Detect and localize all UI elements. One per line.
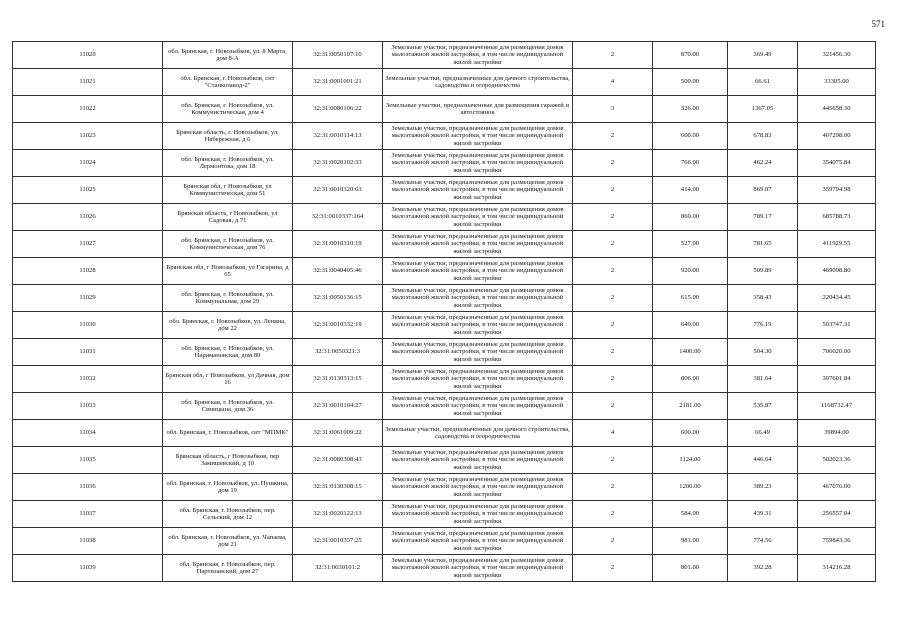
cell-cadastral-value: 503747.31 [798, 312, 876, 339]
cell-id: 11031 [13, 339, 163, 366]
cell-address: Брянская область, г. Новозыбков, ул. Набережная, д 6 [163, 123, 293, 150]
cell-group-code: 2 [573, 366, 653, 393]
cell-cadastral-number: 32:31:0061009:22 [293, 420, 383, 447]
cell-land-use-purpose: Земельные участки, предназначенные для размещения домов малоэтажной жилой застройки, в том числе индивидуальной жилой застройки [383, 258, 573, 285]
cell-specific-value: 869.07 [728, 177, 798, 204]
cell-id: 11020 [13, 42, 163, 69]
cell-cadastral-number: 32:31:0080308:43 [293, 447, 383, 474]
cell-address: обл. Брянская, г. Новозыбков, пер. Сельский, дом 12 [163, 501, 293, 528]
cell-land-use-purpose: Земельные участки, предназначенные для размещения домов малоэтажной жилой застройки, в том числе индивидуальной жилой застройки [383, 447, 573, 474]
cell-specific-value: 774.56 [728, 528, 798, 555]
cell-land-use-purpose: Земельные участки, предназначенные для размещения домов малоэтажной жилой застройки, в том числе индивидуальной жилой застройки [383, 501, 573, 528]
cell-group-code: 2 [573, 150, 653, 177]
cell-specific-value: 66.61 [728, 69, 798, 96]
cell-group-code: 2 [573, 258, 653, 285]
cell-cadastral-number: 32:31:0010320:63 [293, 177, 383, 204]
table-row [13, 69, 876, 96]
cell-address: обл. Брянская, г. Новозыбков, ул. Коммунистическая, дом 76 [163, 231, 293, 258]
cell-land-use-purpose: Земельные участки, предназначенные для размещения домов малоэтажной жилой застройки, в том числе индивидуальной жилой застройки [383, 339, 573, 366]
cell-group-code: 4 [573, 69, 653, 96]
table-row [13, 366, 876, 393]
cell-specific-value: 776.19 [728, 312, 798, 339]
cell-land-use-purpose: Земельные участки, предназначенные для дачного строительства, садоводства и огородничества [383, 69, 573, 96]
cell-address: Брянская обл, г Новозыбков, ул Коммунистическая, дом 51 [163, 177, 293, 204]
cell-id: 11032 [13, 366, 163, 393]
cell-land-use-purpose: Земельные участки, предназначенные для размещения домов малоэтажной жилой застройки, в том числе индивидуальной жилой застройки [383, 231, 573, 258]
cell-land-use-purpose: Земельные участки, предназначенные для размещения домов малоэтажной жилой застройки, в том числе индивидуальной жилой застройки [383, 474, 573, 501]
cell-address: обл. Брянская, г. Новозыбков, снт "Станкозавод-2" [163, 69, 293, 96]
cell-specific-value: 66.49 [728, 420, 798, 447]
cell-area: 869.00 [653, 204, 728, 231]
cell-group-code: 2 [573, 312, 653, 339]
cell-id: 11039 [13, 555, 163, 582]
page-number: 571 [871, 19, 885, 29]
table-row [13, 312, 876, 339]
cell-cadastral-value: 220434.45 [798, 285, 876, 312]
cell-address: обл. Брянская, г. Новозыбков, ул. Коммунальная, дом 29 [163, 285, 293, 312]
cell-address: обл. Брянская, г. Новозыбков, ул. Коммунистическая, дом 4 [163, 96, 293, 123]
cell-cadastral-value: 321456.30 [798, 42, 876, 69]
table-body [13, 42, 876, 582]
cell-address: обл. Брянская, г. Новозыбков, ул. Ленина, дом 22 [163, 312, 293, 339]
cell-id: 11021 [13, 69, 163, 96]
cell-specific-value: 358.43 [728, 285, 798, 312]
cell-cadastral-number: 32:31:0010332:19 [293, 312, 383, 339]
cell-specific-value: 392.28 [728, 555, 798, 582]
cell-cadastral-value: 407298.00 [798, 123, 876, 150]
cell-area: 801.00 [653, 555, 728, 582]
cell-cadastral-number: 32:31:0130313:15 [293, 366, 383, 393]
cell-address: обл. Брянская, г. Новозыбков, снт "МПМК" [163, 420, 293, 447]
cell-specific-value: 369.49 [728, 42, 798, 69]
cell-area: 806.00 [653, 366, 728, 393]
cell-cadastral-number: 32:31:0050107:10 [293, 42, 383, 69]
cell-cadastral-value: 467076.00 [798, 474, 876, 501]
cell-id: 11029 [13, 285, 163, 312]
cell-area: 615.00 [653, 285, 728, 312]
cell-group-code: 2 [573, 528, 653, 555]
cell-id: 11033 [13, 393, 163, 420]
cell-address: Брянская обл, г Новозыбков, ул Дачная, дом 16 [163, 366, 293, 393]
cell-group-code: 2 [573, 123, 653, 150]
cell-land-use-purpose: Земельные участки, предназначенные для размещения домов малоэтажной жилой застройки, в том числе индивидуальной жилой застройки [383, 393, 573, 420]
cell-address: обл. Брянская, г. Новозыбков, ул. Синицына, дом 36 [163, 393, 293, 420]
cell-cadastral-value: 469098.80 [798, 258, 876, 285]
cell-group-code: 2 [573, 339, 653, 366]
cell-area: 2181.00 [653, 393, 728, 420]
cell-group-code: 2 [573, 474, 653, 501]
cell-specific-value: 781.65 [728, 231, 798, 258]
cell-cadastral-number: 32:31:0020122:13 [293, 501, 383, 528]
cell-area: 1200.00 [653, 474, 728, 501]
table-row [13, 555, 876, 582]
cell-area: 870.00 [653, 42, 728, 69]
cell-cadastral-number: 32:31:0010337:164 [293, 204, 383, 231]
cell-specific-value: 504.30 [728, 339, 798, 366]
table-row [13, 474, 876, 501]
table-row [13, 528, 876, 555]
cell-cadastral-number: 32:31:0080106:22 [293, 96, 383, 123]
table-row [13, 393, 876, 420]
cell-address: обл. Брянская, г. Новозыбков, ул. 8 Марта, дом 8-А [163, 42, 293, 69]
cell-address: обл. Брянская, г. Новозыбков, ул. Наримановская, дом 89 [163, 339, 293, 366]
cell-cadastral-value: 39894.00 [798, 420, 876, 447]
cell-group-code: 2 [573, 285, 653, 312]
cell-id: 11024 [13, 150, 163, 177]
cell-specific-value: 789.17 [728, 204, 798, 231]
cell-address: обл. Брянская, г. Новозыбков, ул. Чапаева, дом 21 [163, 528, 293, 555]
cell-cadastral-value: 33305.00 [798, 69, 876, 96]
cell-land-use-purpose: Земельные участки, предназначенные для размещения домов малоэтажной жилой застройки, в том числе индивидуальной жилой застройки [383, 366, 573, 393]
cell-cadastral-number: 32:31:0010104:27 [293, 393, 383, 420]
table-row [13, 258, 876, 285]
table-row [13, 150, 876, 177]
cell-area: 920.00 [653, 258, 728, 285]
cell-address: обл. Брянская, г. Новозыбков, ул. Пушкина, дом 19 [163, 474, 293, 501]
cell-land-use-purpose: Земельные участки, предназначенные для размещения домов малоэтажной жилой застройки, в том числе индивидуальной жилой застройки [383, 312, 573, 339]
cell-group-code: 4 [573, 420, 653, 447]
cell-group-code: 3 [573, 96, 653, 123]
table-row [13, 447, 876, 474]
cell-cadastral-number: 32:31:0030101:2 [293, 555, 383, 582]
cell-area: 981.00 [653, 528, 728, 555]
cell-cadastral-value: 502023.36 [798, 447, 876, 474]
cell-cadastral-value: 314216.28 [798, 555, 876, 582]
cell-cadastral-value: 1168732.47 [798, 393, 876, 420]
cell-specific-value: 439.31 [728, 501, 798, 528]
cell-address: обл. Брянская, г. Новозыбков, ул. Лермонтова, дом 18 [163, 150, 293, 177]
cell-land-use-purpose: Земельные участки, предназначенные для размещения домов малоэтажной жилой застройки, в том числе индивидуальной жилой застройки [383, 555, 573, 582]
cell-area: 766.00 [653, 150, 728, 177]
cell-land-use-purpose: Земельные участки, предназначенные для размещения домов малоэтажной жилой застройки, в том числе индивидуальной жилой застройки [383, 42, 573, 69]
table-row [13, 96, 876, 123]
cell-group-code: 2 [573, 177, 653, 204]
cell-cadastral-value: 411929.55 [798, 231, 876, 258]
cell-specific-value: 381.64 [728, 366, 798, 393]
cell-specific-value: 446.64 [728, 447, 798, 474]
cell-area: 649.00 [653, 312, 728, 339]
cell-id: 11028 [13, 258, 163, 285]
cell-area: 326.00 [653, 96, 728, 123]
cell-id: 11023 [13, 123, 163, 150]
cadastral-value-table [12, 41, 876, 582]
cell-area: 1400.00 [653, 339, 728, 366]
cell-specific-value: 509.89 [728, 258, 798, 285]
cell-area: 600.00 [653, 123, 728, 150]
cell-address: Брянская область, г Новозыбков, пер Замишевский, д 10 [163, 447, 293, 474]
cell-group-code: 2 [573, 555, 653, 582]
cell-cadastral-number: 32:31:0020102:33 [293, 150, 383, 177]
table-row [13, 204, 876, 231]
cell-id: 11022 [13, 96, 163, 123]
table-row [13, 285, 876, 312]
cell-specific-value: 462.24 [728, 150, 798, 177]
cell-address: Брянская область, г Новозыбков, ул Садовая, д 71 [163, 204, 293, 231]
cell-cadastral-number: 32:31:0010337:25 [293, 528, 383, 555]
cell-land-use-purpose: Земельные участки, предназначенные для размещения домов малоэтажной жилой застройки, в том числе индивидуальной жилой застройки [383, 150, 573, 177]
cell-id: 11034 [13, 420, 163, 447]
table-row [13, 420, 876, 447]
cell-land-use-purpose: Земельные участки, предназначенные для размещения домов малоэтажной жилой застройки, в том числе индивидуальной жилой застройки [383, 177, 573, 204]
cell-area: 500.00 [653, 69, 728, 96]
cell-id: 11038 [13, 528, 163, 555]
cell-id: 11037 [13, 501, 163, 528]
cell-group-code: 2 [573, 501, 653, 528]
cell-id: 11035 [13, 447, 163, 474]
table-row [13, 339, 876, 366]
cell-land-use-purpose: Земельные участки, предназначенные для размещения гаражей и автостоянок [383, 96, 573, 123]
cell-id: 11030 [13, 312, 163, 339]
cell-id: 11027 [13, 231, 163, 258]
cell-cadastral-number: 32:31:0050136:15 [293, 285, 383, 312]
cell-address: Брянская обл, г Новозыбков, ул Гагарина, д 65 [163, 258, 293, 285]
cell-land-use-purpose: Земельные участки, предназначенные для размещения домов малоэтажной жилой застройки, в том числе индивидуальной жилой застройки [383, 528, 573, 555]
cell-land-use-purpose: Земельные участки, предназначенные для размещения домов малоэтажной жилой застройки, в том числе индивидуальной жилой застройки [383, 285, 573, 312]
cell-land-use-purpose: Земельные участки, предназначенные для размещения домов малоэтажной жилой застройки, в том числе индивидуальной жилой застройки [383, 123, 573, 150]
cell-specific-value: 389.23 [728, 474, 798, 501]
cell-group-code: 2 [573, 447, 653, 474]
cell-id: 11026 [13, 204, 163, 231]
cell-cadastral-number: 32:31:0040405:46 [293, 258, 383, 285]
cell-cadastral-value: 307601.84 [798, 366, 876, 393]
cell-cadastral-number: 32:31:0130308:15 [293, 474, 383, 501]
table-row [13, 177, 876, 204]
cell-group-code: 2 [573, 204, 653, 231]
cell-group-code: 2 [573, 393, 653, 420]
cell-cadastral-number: 32:31:0001001:21 [293, 69, 383, 96]
cell-group-code: 2 [573, 231, 653, 258]
cell-cadastral-number: 32:31:0010310:19 [293, 231, 383, 258]
cell-group-code: 2 [573, 42, 653, 69]
cell-cadastral-value: 706020.00 [798, 339, 876, 366]
cell-cadastral-number: 32:31:0010114:13 [293, 123, 383, 150]
table-row [13, 123, 876, 150]
cell-id: 11025 [13, 177, 163, 204]
cell-area: 527.00 [653, 231, 728, 258]
cell-cadastral-value: 256557.04 [798, 501, 876, 528]
cell-cadastral-value: 359794.98 [798, 177, 876, 204]
cell-specific-value: 1367.05 [728, 96, 798, 123]
table-row [13, 231, 876, 258]
table-row [13, 42, 876, 69]
cell-address: обл. Брянская, г. Новозыбков, пер. Партизанский, дом 27 [163, 555, 293, 582]
cell-cadastral-value: 759843.36 [798, 528, 876, 555]
cell-area: 1124.00 [653, 447, 728, 474]
cell-id: 11036 [13, 474, 163, 501]
cell-cadastral-value: 685788.73 [798, 204, 876, 231]
table-row [13, 501, 876, 528]
cell-land-use-purpose: Земельные участки, предназначенные для дачного строительства, садоводства и огородничества [383, 420, 573, 447]
cell-area: 584.00 [653, 501, 728, 528]
cell-area: 414.00 [653, 177, 728, 204]
cell-cadastral-value: 445658.30 [798, 96, 876, 123]
cell-specific-value: 535.87 [728, 393, 798, 420]
cell-specific-value: 678.83 [728, 123, 798, 150]
cell-area: 600.00 [653, 420, 728, 447]
cell-land-use-purpose: Земельные участки, предназначенные для размещения домов малоэтажной жилой застройки, в том числе индивидуальной жилой застройки [383, 204, 573, 231]
cell-cadastral-value: 354075.84 [798, 150, 876, 177]
cell-cadastral-number: 32:31:0050321:3 [293, 339, 383, 366]
